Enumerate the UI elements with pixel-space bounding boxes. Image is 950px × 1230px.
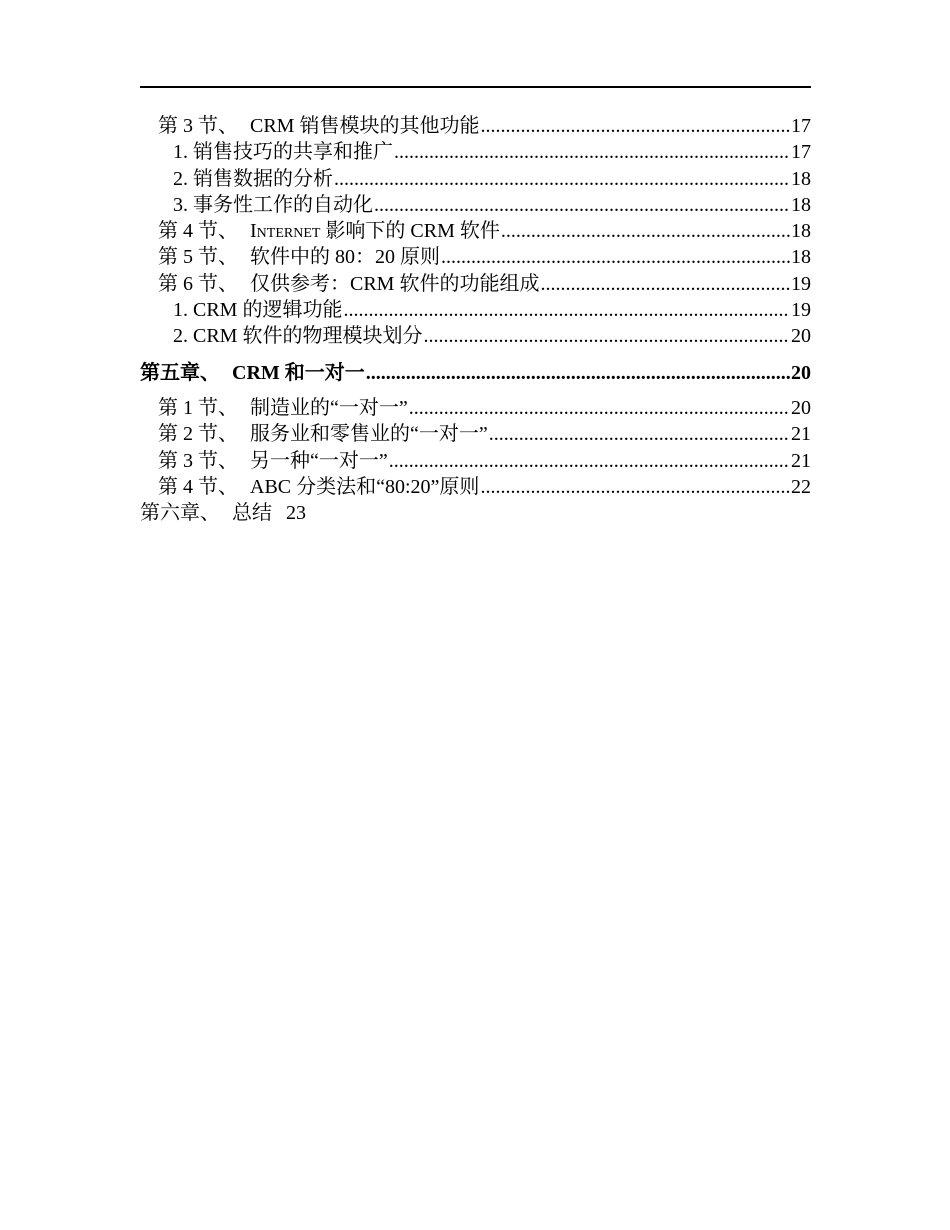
toc-entry-page: 18 — [791, 246, 811, 269]
toc-entry[interactable] — [140, 218, 811, 244]
toc-entry[interactable] — [140, 244, 811, 270]
toc-entry[interactable] — [140, 395, 811, 421]
toc-entry[interactable] — [140, 192, 811, 218]
toc-entry-page: 21 — [791, 449, 811, 472]
toc-entry-label — [158, 244, 440, 270]
toc-entry-title: ABC 分类法和“80:20”原则 — [250, 475, 480, 498]
toc-entry-page: 20 — [791, 325, 811, 348]
toc-entry-page: 18 — [791, 167, 811, 190]
toc-entry-prefix: 第 6 节、 — [158, 272, 238, 295]
toc-dot-leader — [374, 192, 790, 218]
toc-entry-page: 21 — [791, 423, 811, 446]
toc-entry-prefix: 第六章、 — [140, 502, 220, 525]
toc-entry[interactable] — [140, 113, 811, 139]
toc-entry-title-smallcaps: Internet — [250, 220, 321, 243]
toc-entry-prefix: 第 3 节、 — [158, 449, 238, 472]
toc-entry-title: 2. CRM 软件的物理模块划分 — [173, 325, 423, 348]
toc-entry-label — [158, 113, 479, 139]
toc-entry[interactable] — [140, 139, 811, 165]
toc-entry[interactable] — [140, 166, 811, 192]
toc-dot-leader — [334, 166, 790, 192]
toc-entry-prefix: 第 1 节、 — [158, 396, 238, 419]
toc-entry-title: 仅供参考：CRM 软件的功能组成 — [250, 272, 540, 295]
toc-entry[interactable] — [140, 474, 811, 500]
toc-entry[interactable] — [140, 297, 811, 323]
table-of-contents — [140, 113, 811, 526]
toc-entry-page: 20 — [791, 361, 811, 384]
toc-entry-title: CRM 和一对一 — [232, 361, 365, 384]
toc-entry-page: 17 — [791, 115, 811, 137]
toc-entry-page: 18 — [791, 220, 811, 243]
toc-entry-title: 制造业的“一对一” — [250, 396, 408, 419]
toc-entry-prefix: 第 4 节、 — [158, 475, 238, 498]
toc-dot-leader — [389, 448, 790, 474]
toc-entry[interactable] — [140, 271, 811, 297]
toc-dot-leader — [480, 474, 790, 500]
toc-dot-leader — [441, 244, 790, 270]
toc-entry[interactable] — [140, 421, 811, 447]
header-rule — [140, 86, 811, 88]
toc-dot-leader — [423, 323, 790, 349]
toc-entry-page: 19 — [791, 272, 811, 295]
toc-dot-leader — [540, 271, 790, 297]
toc-dot-leader — [366, 360, 790, 386]
toc-entry-label — [158, 448, 388, 474]
toc-entry-page: 20 — [791, 396, 811, 419]
toc-entry-label — [158, 474, 479, 500]
toc-dot-leader — [409, 395, 790, 421]
toc-entry-title: 总结 — [232, 502, 272, 525]
toc-entry[interactable] — [140, 448, 811, 474]
toc-chapter-entry[interactable] — [140, 500, 811, 526]
toc-dot-leader — [394, 139, 790, 165]
toc-entry-prefix: 第 4 节、 — [158, 220, 238, 243]
toc-entry-label — [158, 271, 539, 297]
toc-entry-title: 2. 销售数据的分析 — [173, 167, 333, 190]
toc-entry-title: CRM 销售模块的其他功能 — [250, 115, 480, 137]
toc-entry-title: 服务业和零售业的“一对一” — [250, 423, 488, 446]
toc-entry-title: 软件中的 80：20 原则 — [250, 246, 440, 269]
toc-dot-leader — [343, 297, 790, 323]
toc-entry-title: 影响下的 CRM 软件 — [320, 220, 500, 243]
toc-entry-page: 18 — [791, 193, 811, 216]
toc-entry-label — [158, 218, 500, 244]
toc-entry-label — [140, 360, 365, 386]
toc-entry-page: 19 — [791, 299, 811, 322]
toc-entry-prefix: 第 2 节、 — [158, 423, 238, 446]
toc-entry-page: 23 — [286, 502, 306, 525]
toc-entry[interactable] — [140, 323, 811, 349]
toc-entry-page: 17 — [791, 141, 811, 164]
toc-entry-title: 另一种“一对一” — [250, 449, 388, 472]
toc-dot-leader — [480, 113, 790, 139]
toc-entry-prefix: 第五章、 — [140, 361, 220, 384]
toc-dot-leader — [489, 421, 790, 447]
toc-entry-title: 3. 事务性工作的自动化 — [173, 193, 373, 216]
toc-entry-label — [158, 421, 488, 447]
toc-entry-prefix: 第 3 节、 — [158, 115, 238, 137]
toc-entry-title: 1. CRM 的逻辑功能 — [173, 299, 343, 322]
toc-entry-prefix: 第 5 节、 — [158, 246, 238, 269]
toc-entry-label — [140, 500, 272, 526]
toc-entry-label — [158, 395, 408, 421]
toc-entry-title: 1. 销售技巧的共享和推广 — [173, 141, 393, 164]
toc-dot-leader — [501, 218, 790, 244]
toc-entry-page: 22 — [791, 475, 811, 498]
toc-chapter-entry[interactable] — [140, 360, 811, 386]
